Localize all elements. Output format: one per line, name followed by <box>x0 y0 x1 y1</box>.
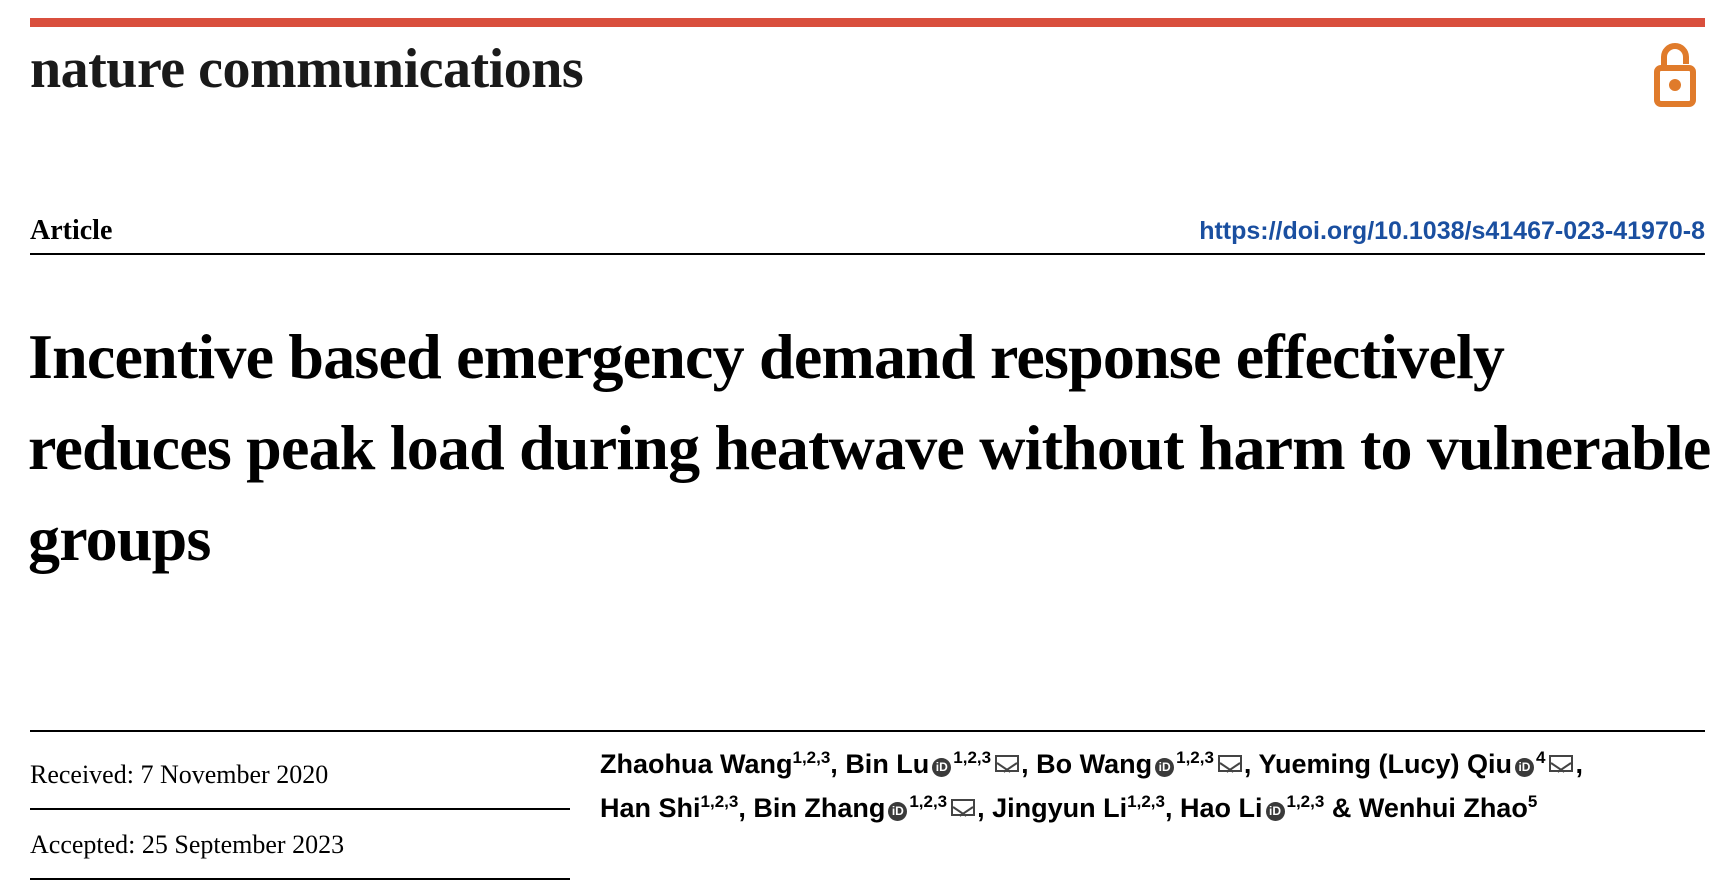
masthead <box>30 38 1705 110</box>
email-icon[interactable] <box>1218 755 1242 772</box>
author-separator: , <box>1243 749 1259 779</box>
orcid-icon[interactable]: iD <box>1515 758 1534 777</box>
author-list <box>600 742 1710 830</box>
author-name: Hao Li <box>1179 793 1263 823</box>
author-separator: , <box>738 793 754 823</box>
author-list-line-1 <box>600 742 1710 786</box>
author-affiliation-marker: 1,2,3 <box>1127 792 1165 811</box>
orcid-icon[interactable]: iD <box>1155 758 1174 777</box>
author-affiliation-marker: 1,2,3 <box>1286 792 1325 811</box>
author-name: Bin Lu <box>845 749 930 779</box>
article-type-label: Article <box>30 215 113 246</box>
publication-dates <box>30 740 570 880</box>
top-accent-rule <box>30 18 1705 27</box>
orcid-icon[interactable]: iD <box>932 758 951 777</box>
header-divider <box>30 253 1705 255</box>
author-separator: , <box>830 749 846 779</box>
author-name: Wenhui Zhao <box>1358 793 1528 823</box>
author-name: Yueming (Lucy) Qiu <box>1258 749 1512 779</box>
meta-row <box>30 205 1705 247</box>
author-affiliation-marker: 1,2,3 <box>792 748 831 767</box>
author-separator: , <box>1021 749 1037 779</box>
author-affiliation-marker: 1,2,3 <box>909 792 948 811</box>
doi-link[interactable]: https://doi.org/10.1038/s41467-023-41970-8 <box>1199 217 1705 245</box>
author-separator: , <box>977 793 993 823</box>
footer-divider <box>30 730 1705 732</box>
author-name: Han Shi <box>600 793 701 823</box>
email-icon[interactable] <box>995 755 1019 772</box>
page-title: Incentive based emergency demand response effectively reduces peak load during heatwave without harm to vulnerable groups <box>28 320 1711 574</box>
author-name: Bo Wang <box>1036 749 1153 779</box>
author-affiliation-marker: 4 <box>1535 748 1546 767</box>
accepted-date: Accepted: 25 September 2023 <box>30 810 570 880</box>
email-icon[interactable] <box>951 799 975 816</box>
author-separator: , <box>1575 749 1583 779</box>
author-name: Zhaohua Wang <box>600 749 793 779</box>
orcid-icon[interactable]: iD <box>1266 802 1285 821</box>
author-affiliation-marker: 1,2,3 <box>953 748 992 767</box>
author-list-line-2 <box>600 786 1710 830</box>
orcid-icon[interactable]: iD <box>888 802 907 821</box>
author-affiliation-marker: 1,2,3 <box>700 792 739 811</box>
author-affiliation-marker: 5 <box>1527 792 1538 811</box>
author-separator: , <box>1164 793 1180 823</box>
author-name: Jingyun Li <box>992 793 1128 823</box>
received-date: Received: 7 November 2020 <box>30 740 570 810</box>
email-icon[interactable] <box>1549 755 1573 772</box>
author-name: Bin Zhang <box>753 793 886 823</box>
author-separator: & <box>1324 793 1359 823</box>
journal-name: nature communications <box>30 38 584 100</box>
author-affiliation-marker: 1,2,3 <box>1176 748 1214 767</box>
open-access-lock-icon <box>1647 38 1703 110</box>
